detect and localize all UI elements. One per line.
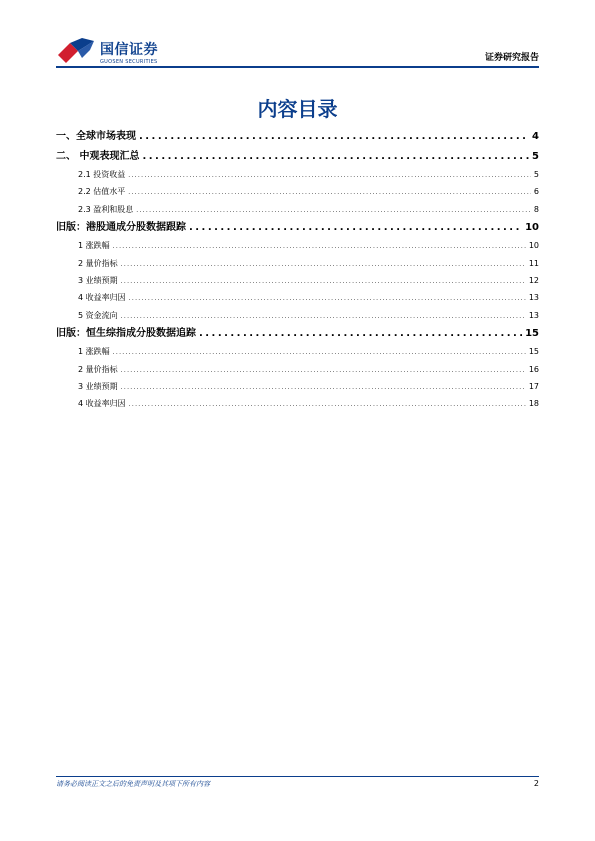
header-divider — [56, 66, 539, 68]
toc-entry-label: 3 业绩预期 — [78, 275, 118, 285]
toc-dot-leader — [142, 147, 529, 167]
toc-subsection-entry[interactable] — [56, 395, 539, 412]
toc-entry-label: 1 涨跌幅 — [78, 347, 110, 357]
toc-entry-label: 4 收益率归因 — [78, 399, 126, 409]
toc-subsection-entry[interactable] — [56, 272, 539, 289]
toc-entry-page: 16 — [528, 364, 539, 374]
toc-entry-page: 12 — [528, 275, 539, 285]
report-type-label: 证券研究报告 — [484, 53, 539, 63]
toc-entry-label: 3 业绩预期 — [78, 381, 118, 391]
guosen-logo — [56, 38, 158, 66]
toc-entry-page: 5 — [532, 150, 539, 162]
toc-entry-page: 6 — [533, 187, 539, 197]
toc-entry-label: 二、 中观表现汇总 — [56, 150, 140, 162]
toc-dot-leader — [121, 308, 526, 325]
toc-subsection-entry[interactable] — [56, 343, 539, 360]
toc-dot-leader — [128, 184, 531, 201]
toc-entry-label: 一、全球市场表现 — [56, 131, 136, 142]
toc-dot-leader — [129, 290, 526, 307]
toc-section-entry[interactable] — [56, 127, 539, 147]
toc-entry-label: 2.3 盈利和股息 — [78, 204, 134, 214]
toc-dot-leader — [128, 167, 531, 184]
table-of-contents — [56, 127, 539, 413]
toc-entry-page: 4 — [532, 131, 539, 142]
page-title: 内容目录 — [257, 97, 338, 121]
page-number: 2 — [533, 779, 539, 788]
toc-entry-page: 10 — [528, 241, 539, 251]
toc-dot-leader — [121, 379, 526, 396]
toc-dot-leader — [121, 273, 526, 290]
toc-subsection-entry[interactable] — [56, 237, 539, 254]
toc-dot-leader — [121, 256, 526, 273]
toc-subsection-entry[interactable] — [56, 378, 539, 395]
toc-entry-page: 10 — [525, 221, 539, 233]
toc-subsection-entry[interactable] — [56, 307, 539, 324]
toc-subsection-entry[interactable] — [56, 201, 539, 218]
toc-subsection-entry[interactable] — [56, 255, 539, 272]
logo-text-en: GUOSEN SECURITIES — [100, 59, 158, 65]
toc-entry-label: 5 资金流向 — [78, 310, 118, 320]
toc-entry-page: 5 — [533, 170, 539, 179]
toc-section-entry[interactable] — [56, 147, 539, 167]
toc-entry-label: 2 量价指标 — [78, 258, 118, 268]
toc-entry-page: 15 — [528, 347, 539, 357]
toc-entry-page: 18 — [528, 399, 539, 409]
toc-entry-page: 8 — [533, 204, 539, 214]
toc-entry-label: 2 量价指标 — [78, 364, 118, 374]
toc-entry-label: 旧版：港股通成分股数据跟踪 — [56, 221, 186, 233]
logo-text-cn: 国信证券 — [100, 42, 158, 58]
logo-mark-icon — [56, 38, 96, 64]
toc-dot-leader — [189, 218, 522, 238]
toc-entry-page: 13 — [528, 310, 539, 320]
toc-entry-page: 11 — [528, 258, 539, 268]
toc-dot-leader — [139, 127, 529, 147]
toc-entry-label: 4 收益率归因 — [78, 293, 126, 303]
disclaimer-note: 请务必阅读正文之后的免责声明及其项下所有内容 — [56, 780, 210, 788]
toc-entry-label: 2.1 投资收益 — [78, 170, 126, 179]
toc-entry-label: 旧版：恒生综指成分股数据追踪 — [56, 327, 196, 339]
toc-dot-leader — [113, 238, 526, 255]
footer-divider — [56, 776, 539, 777]
toc-entry-page: 13 — [528, 293, 539, 303]
toc-dot-leader — [199, 324, 522, 344]
toc-entry-page: 15 — [525, 327, 539, 339]
toc-dot-leader — [136, 202, 531, 219]
page-header — [56, 38, 539, 70]
toc-subsection-entry[interactable] — [56, 183, 539, 200]
toc-dot-leader — [113, 344, 526, 361]
toc-section-entry[interactable] — [56, 218, 539, 238]
toc-dot-leader — [121, 362, 526, 379]
toc-subsection-entry[interactable] — [56, 361, 539, 378]
toc-entry-page: 17 — [528, 381, 539, 391]
toc-dot-leader — [129, 396, 526, 413]
toc-section-entry[interactable] — [56, 324, 539, 344]
toc-entry-label: 2.2 估值水平 — [78, 187, 126, 197]
toc-subsection-entry[interactable] — [56, 166, 539, 183]
toc-subsection-entry[interactable] — [56, 289, 539, 306]
toc-entry-label: 1 涨跌幅 — [78, 241, 110, 251]
